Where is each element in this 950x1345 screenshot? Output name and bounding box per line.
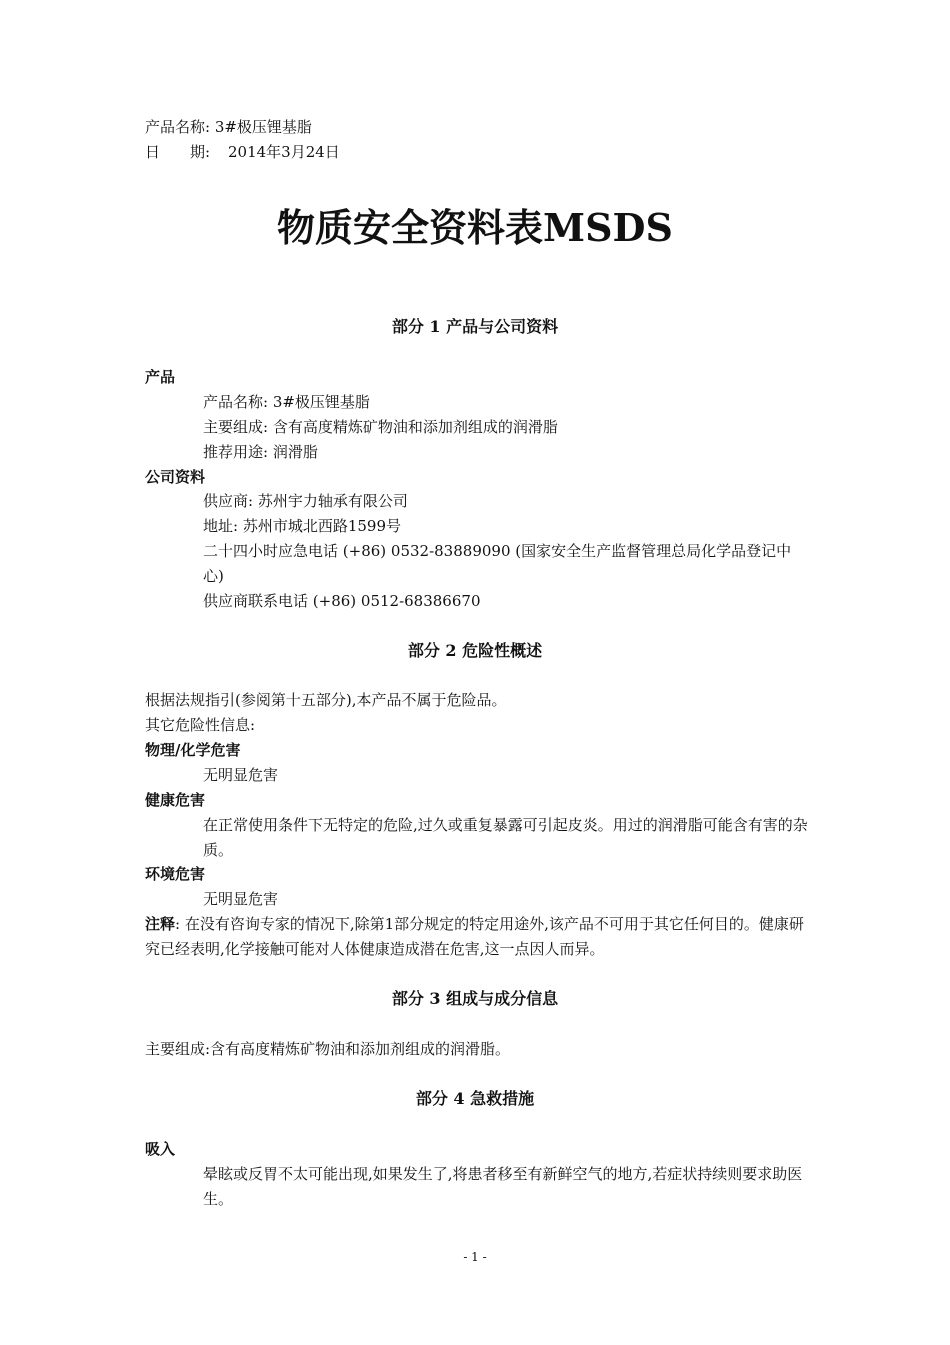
- supplier-line: 供应商: 苏州宇力轴承有限公司: [203, 492, 408, 510]
- header-date-value: 2014年3月24日: [228, 143, 340, 161]
- other-hazards-line: 其它危险性信息:: [145, 716, 256, 734]
- note-label: 注释: [145, 915, 176, 933]
- page-number: - 1 -: [463, 1250, 487, 1264]
- inhale-heading: 吸入: [145, 1140, 176, 1158]
- recommended-use-line: 推荐用途: 润滑脂: [203, 443, 318, 461]
- header-product-name: 产品名称: 3#极压锂基脂: [145, 118, 312, 136]
- product-heading: 产品: [145, 368, 176, 386]
- health-heading: 健康危害: [145, 791, 206, 809]
- health-text: 在正常使用条件下无特定的危险,过久或重复暴露可引起皮炎。用过的润滑脂可能含有害的杂质。: [203, 816, 808, 859]
- section-1-title: 部分 1 产品与公司资料: [391, 317, 559, 336]
- section-3-title: 部分 3 组成与成分信息: [391, 989, 559, 1008]
- phys-chem-text: 无明显危害: [203, 766, 279, 784]
- header-date-label: 日 期:: [145, 143, 211, 161]
- section-2-title: 部分 2 危险性概述: [407, 641, 543, 660]
- main-composition-line: 主要组成: 含有高度精炼矿物油和添加剂组成的润滑脂: [203, 418, 558, 436]
- document-title: 物质安全资料表MSDS: [277, 205, 673, 250]
- section-3-text: 主要组成:含有高度精炼矿物油和添加剂组成的润滑脂。: [145, 1040, 511, 1058]
- section-4-title: 部分 4 急救措施: [415, 1089, 535, 1108]
- regulation-line: 根据法规指引(参阅第十五部分),本产品不属于危险品。: [145, 691, 507, 709]
- address-line: 地址: 苏州市城北西路1599号: [203, 517, 401, 535]
- supplier-phone-line: 供应商联系电话 (+86) 0512-68386670: [203, 592, 481, 610]
- product-name-line: 产品名称: 3#极压锂基脂: [203, 393, 370, 411]
- phys-chem-heading: 物理/化学危害: [145, 741, 241, 759]
- note-paragraph: [145, 912, 809, 962]
- env-text: 无明显危害: [203, 890, 279, 908]
- emergency-phone-line: 二十四小时应急电话 (+86) 0532-83889090 (国家安全生产监督管理总局化学品登记中心): [203, 542, 792, 585]
- env-heading: 环境危害: [145, 865, 206, 883]
- note-text: : 在没有咨询专家的情况下,除第1部分规定的特定用途外,该产品不可用于其它任何目的。健康研究已经表明,化学接触可能对人体健康造成潜在危害,这一点因人而异。: [145, 915, 804, 958]
- company-heading: 公司资料: [145, 468, 206, 486]
- inhale-text: 晕眩或反胃不太可能出现,如果发生了,将患者移至有新鲜空气的地方,若症状持续则要求助医生。: [203, 1165, 803, 1208]
